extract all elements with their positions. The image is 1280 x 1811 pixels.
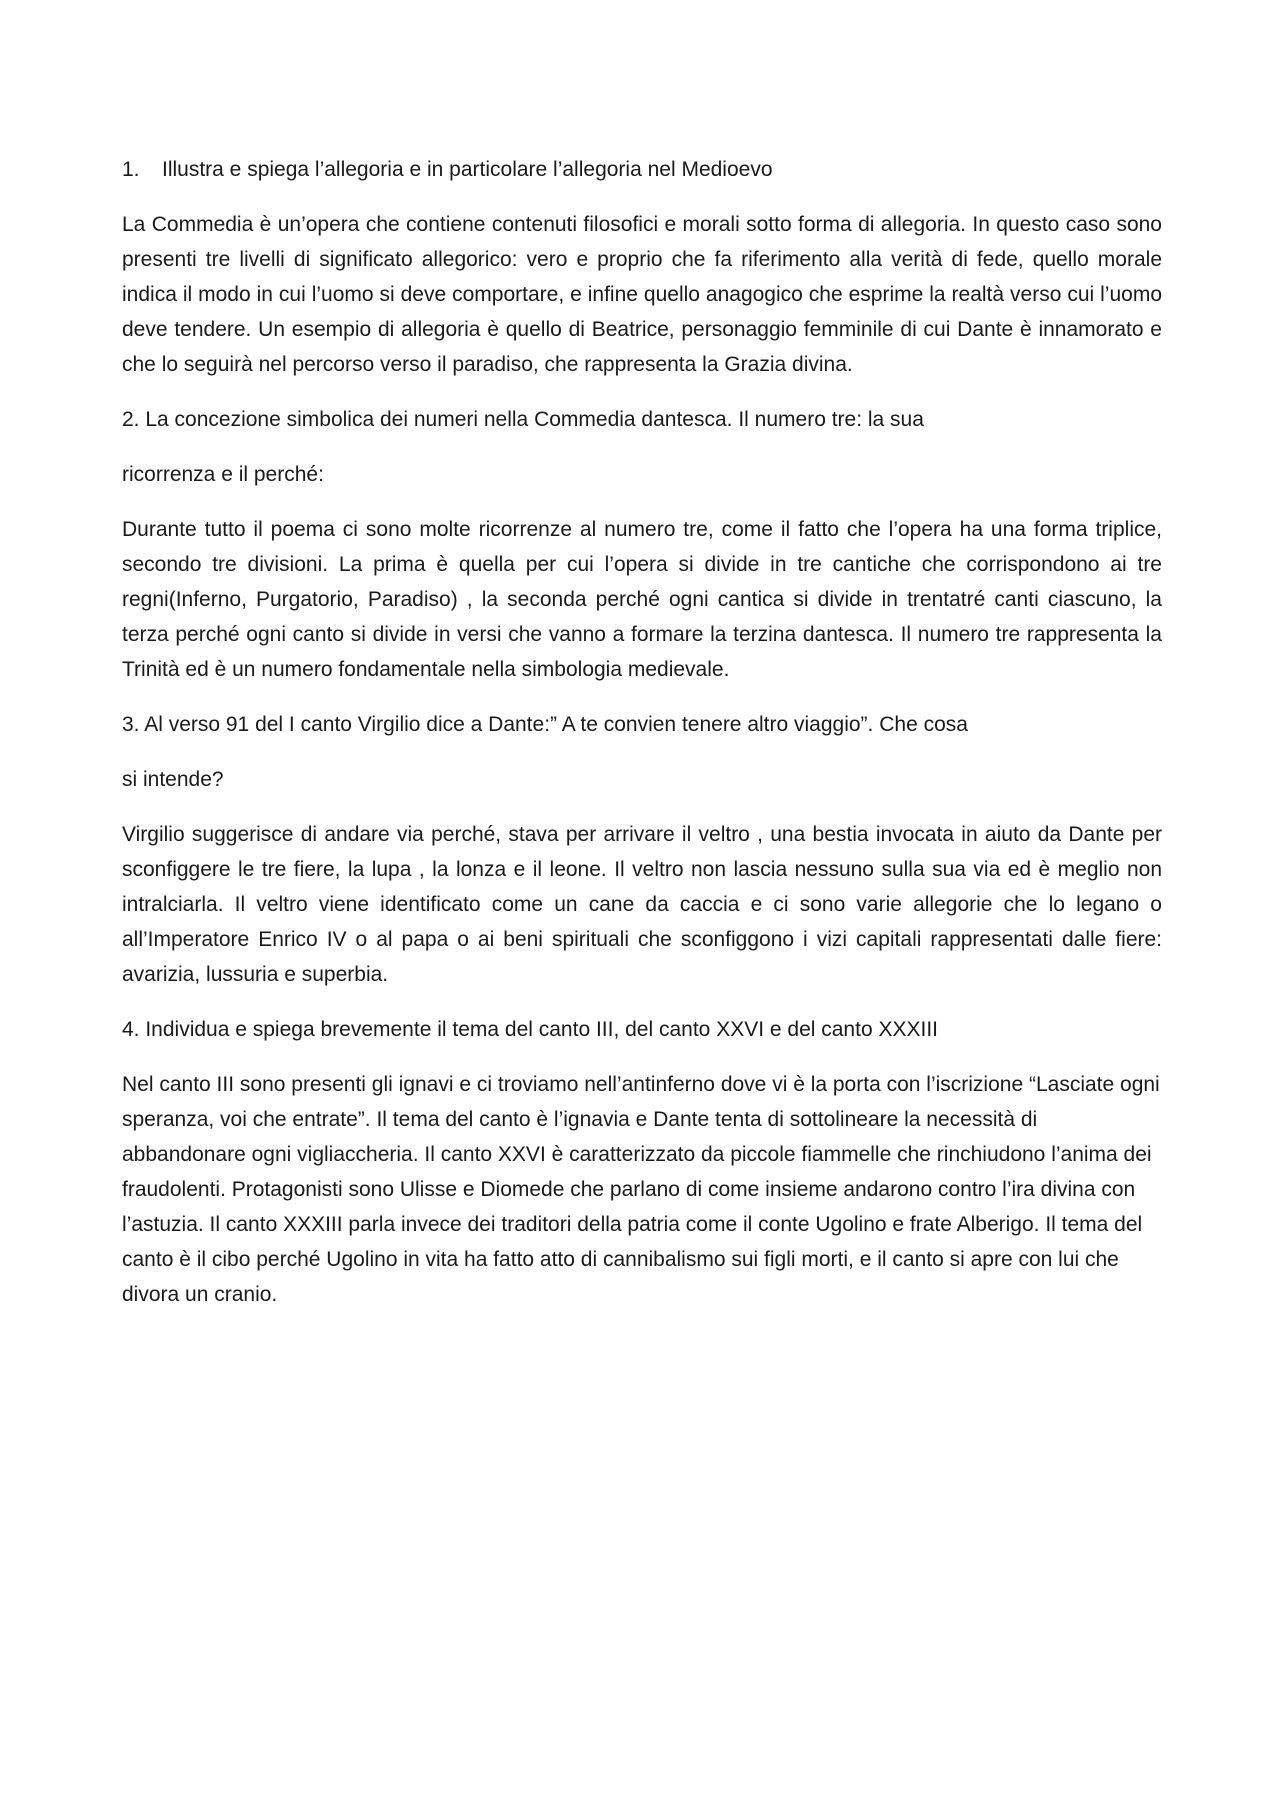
answer-2: Durante tutto il poema ci sono molte ricorrenze al numero tre, come il fatto che l’opera ha una forma triplice, secondo tre divisioni. La prima è quella per cui l’opera si divide in tre cantiche che corrispondono ai tre regni(Inferno, Purgatorio, Paradiso) , la seconda perché ogni cantica si divide in trentatré canti ciascuno, la terza perché ogni canto si divide in versi che vanno a formare la terzina dantesca. Il numero tre rappresenta la Trinità ed è un numero fondamentale nella simbologia medievale. — [122, 518, 1162, 681]
question-3-line-1: 3. Al verso 91 del I canto Virgilio dice a Dante:” A te convien tenere altro viaggio”. Che cosa — [122, 713, 968, 736]
question-4: 4. Individua e spiega brevemente il tema del canto III, del canto XXVI e del canto XXXIII — [122, 1018, 938, 1041]
question-1-number: 1. — [122, 158, 140, 181]
question-2-line-1: 2. La concezione simbolica dei numeri nella Commedia dantesca. Il numero tre: la sua — [122, 408, 924, 431]
question-1 — [122, 152, 1162, 187]
answer-3: Virgilio suggerisce di andare via perché, stava per arrivare il veltro , una bestia invocata in aiuto da Dante per sconfiggere le tre fiere, la lupa , la lonza e il leone. Il veltro non lascia nessuno sulla sua via ed è meglio non intralciarla. Il veltro viene identificato come un cane da caccia e ci sono varie allegorie che lo legano o all’Imperatore Enrico IV o al papa o ai beni spirituali che sconfiggono i vizi capitali rappresentati dalle fiere: avarizia, lussuria e superbia. — [122, 823, 1162, 986]
question-3-line-2: si intende? — [122, 768, 224, 791]
question-2-line-2: ricorrenza e il perché: — [122, 463, 324, 486]
answer-1: La Commedia è un’opera che contiene contenuti filosofici e morali sotto forma di allegoria. In questo caso sono presenti tre livelli di significato allegorico: vero e proprio che fa riferimento alla verità di fede, quello morale indica il modo in cui l’uomo si deve comportare, e infine quello anagogico che esprime la realtà verso cui l’uomo deve tendere. Un esempio di allegoria è quello di Beatrice, personaggio femminile di cui Dante è innamorato e che lo seguirà nel percorso verso il paradiso, che rappresenta la Grazia divina. — [122, 213, 1162, 376]
question-1-text: Illustra e spiega l’allegoria e in particolare l’allegoria nel Medioevo — [162, 158, 773, 181]
answer-4: Nel canto III sono presenti gli ignavi e ci troviamo nell’antinferno dove vi è la porta con l’iscrizione “Lasciate ogni speranza, voi che entrate”. Il tema del canto è l’ignavia e Dante tenta di sottolineare la necessità di abbandonare ogni vigliaccheria. Il canto XXVI è caratterizzato da piccole fiammelle che rinchiudono l’anima dei fraudolenti. Protagonisti sono Ulisse e Diomede che parlano di come insieme andarono contro l’ira divina con l’astuzia. Il canto XXXIII parla invece dei traditori della patria come il conte Ugolino e frate Alberigo. Il tema del canto è il cibo perché Ugolino in vita ha fatto atto di cannibalismo sui figli morti, e il canto si apre con lui che divora un cranio. — [122, 1073, 1160, 1306]
document-page — [122, 152, 1162, 1332]
